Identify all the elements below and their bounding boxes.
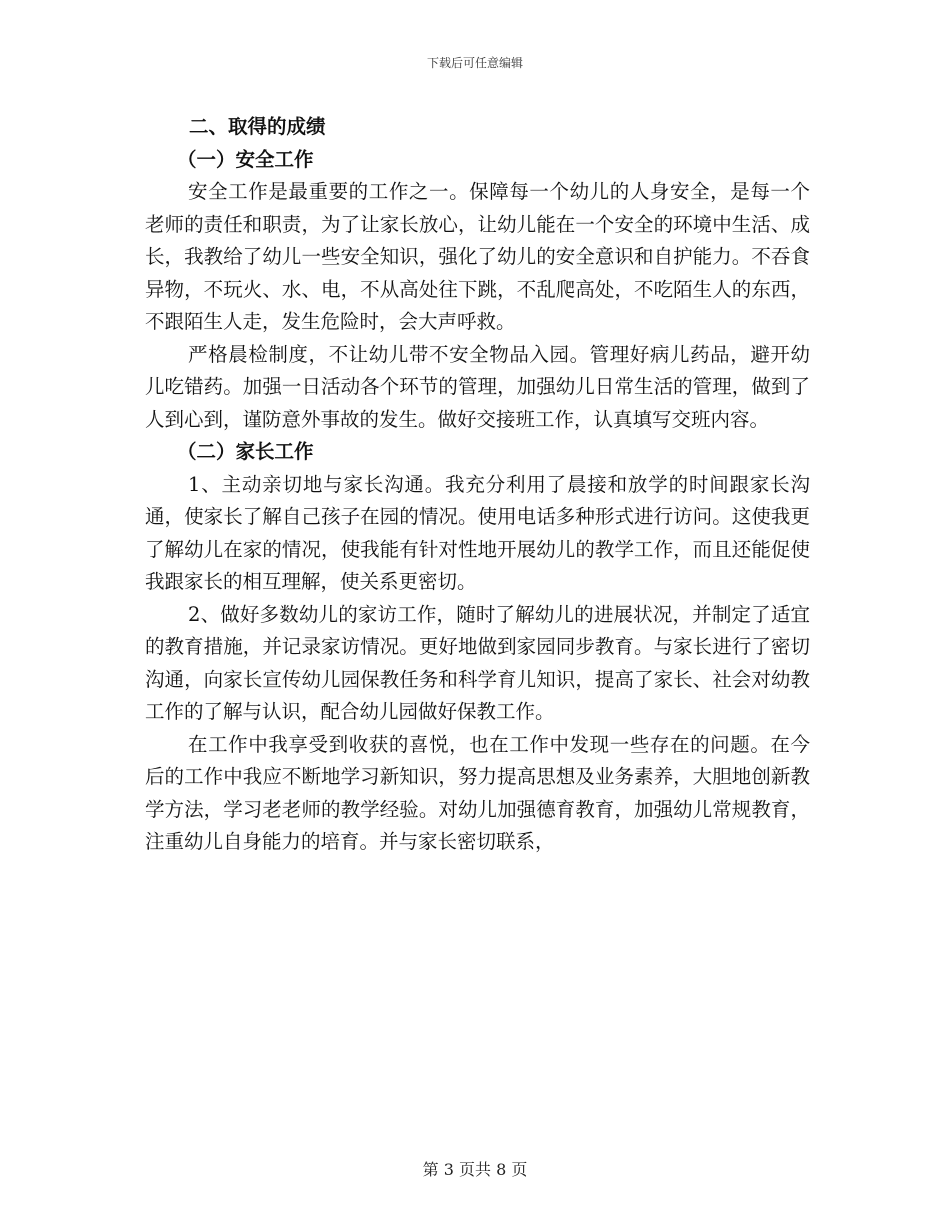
subsection-heading-safety: （一）安全工作 bbox=[177, 147, 314, 171]
subsection-heading-parents: （二）家长工作 bbox=[177, 440, 314, 463]
section-heading: 二、取得的成绩 bbox=[189, 115, 326, 138]
paragraph: 在工作中我享受到收获的喜悦，也在工作中发现一些存在的问题。在今后的工作中我应不断地学习新知识，努力提高思想及业务素养，大胆地创新教学方法，学习老老师的教学经验。对幼儿加强德育教育，加强幼儿常规教育，注重幼儿自身能力的培育。并与家长密切联系， bbox=[145, 732, 810, 853]
paragraph: 安全工作是最重要的工作之一。保障每一个幼儿的人身安全，是每一个老师的责任和职责，为了让家长放心，让幼儿能在一个安全的环境中生活、成长，我教给了幼儿一些安全知识，强化了幼儿的安全意识和自护能力。不吞食异物，不玩火、水、电，不从高处往下跳，不乱爬高处，不吃陌生人的东西，不跟陌生人走，发生危险时，会大声呼救。 bbox=[145, 180, 810, 333]
paragraph: 严格晨检制度，不让幼儿带不安全物品入园。管理好病儿药品，避开幼儿吃错药。加强一日活动各个环节的管理，加强幼儿日常生活的管理，做到了人到心到，谨防意外事故的发生。做好交接班工作，认真填写交班内容。 bbox=[145, 342, 810, 431]
paragraph: 1、主动亲切地与家长沟通。我充分利用了晨接和放学的时间跟家长沟通，使家长了解自己孩子在园的情况。使用电话多种形式进行访问。这使我更了解幼儿在家的情况，使我能有针对性地开展幼儿的教学工作，而且还能促使我跟家长的相互理解，使关系更密切。 bbox=[145, 472, 810, 593]
page-number: 第 3 页共 8 页 bbox=[422, 1160, 528, 1179]
document-body bbox=[145, 111, 810, 859]
paragraph: 2、做好多数幼儿的家访工作，随时了解幼儿的进展状况，并制定了适宜的教育措施，并记录家访情况。更好地做到家园同步教育。与家长进行了密切沟通，向家长宣传幼儿园保教任务和科学育儿知识，提高了家长、社会对幼教工作的了解与认识，配合幼儿园做好保教工作。 bbox=[145, 602, 810, 723]
page-header: 下载后可任意编辑 bbox=[426, 56, 523, 70]
